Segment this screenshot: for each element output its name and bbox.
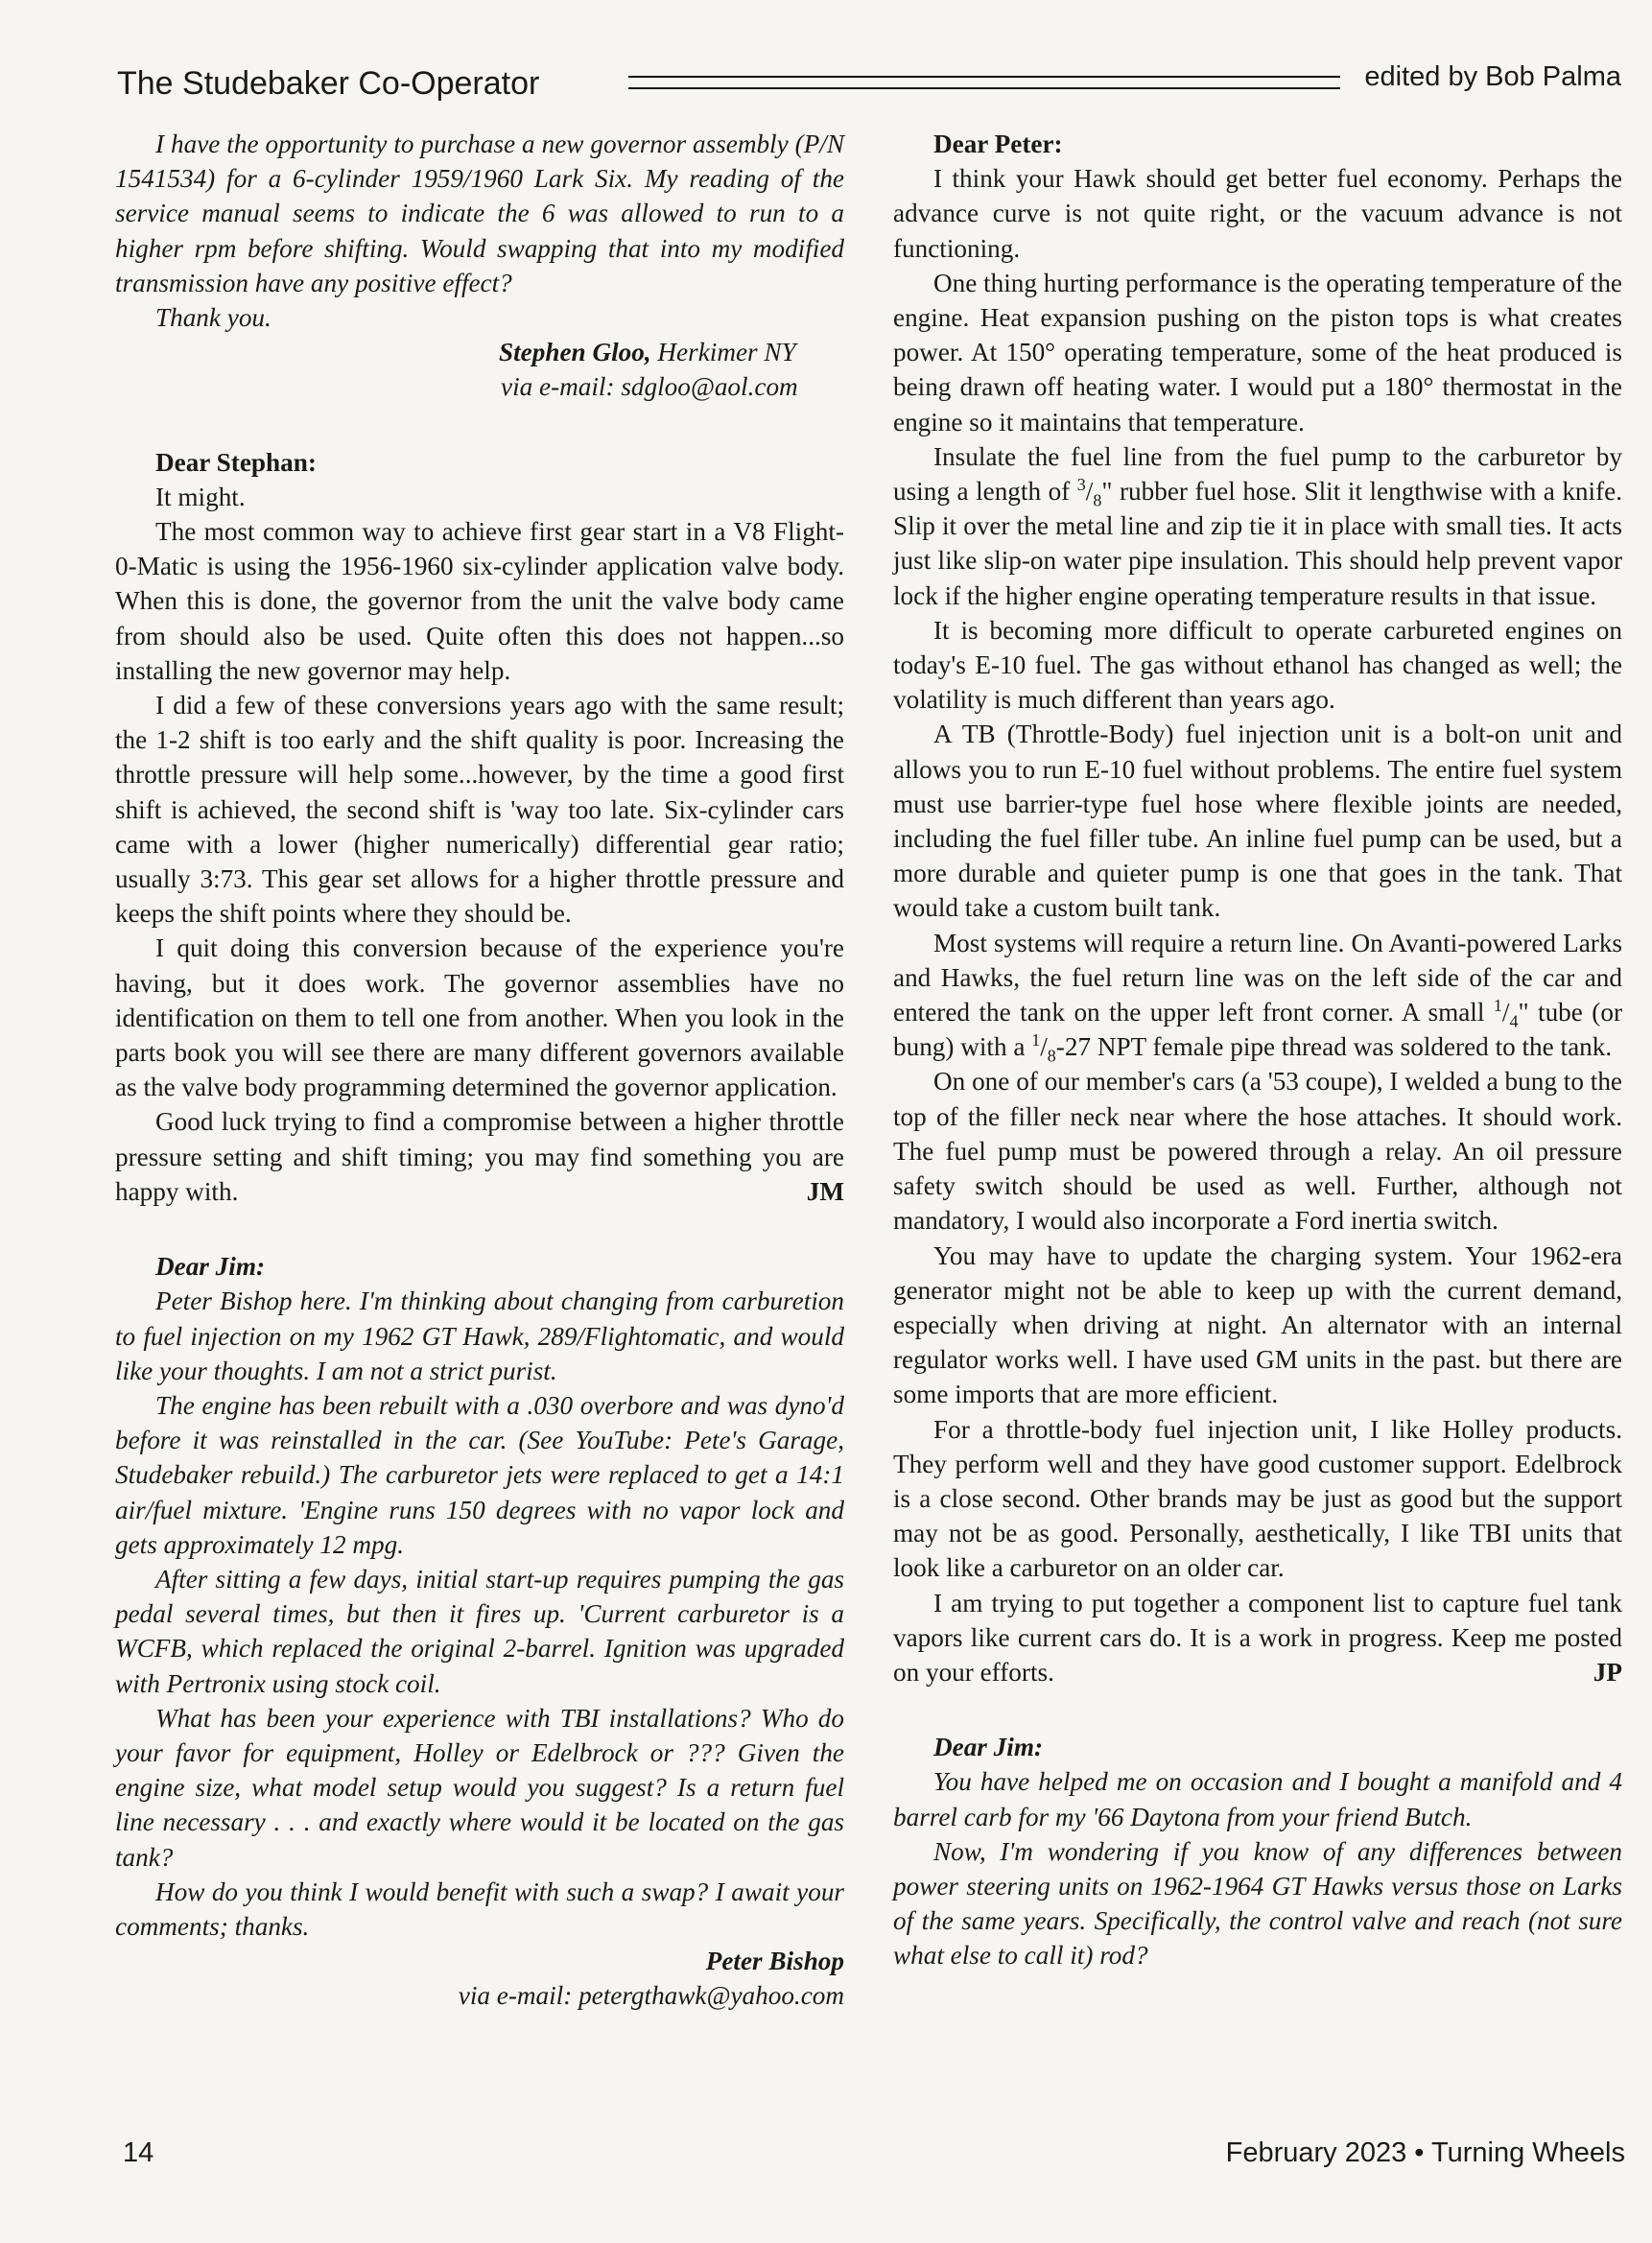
signature-place: Herkimer NY <box>657 338 796 367</box>
editor-credit: edited by Bob Palma <box>1364 61 1621 92</box>
reply-paragraph: I quit doing this conversion because of the experience you're having, but it does work. The governor assemblies have no identification on them to tell one from another. When you look in the parts book you will see there are many different governors available as the valve body programming determined the governor application. <box>115 933 844 1102</box>
letter-salutation: Dear Jim: <box>155 1252 266 1282</box>
signature-name: Peter Bishop <box>705 1947 844 1976</box>
reply-paragraph: On one of our member's cars (a '53 coupe), I welded a bung to the top of the filler neck near where the hose attaches. It should work. The fuel pump must be powered through a relay. An oil pressure safety switch should be used as well. Further, although not mandatory, I would also incorporate a Ford inertia switch. <box>893 1067 1622 1236</box>
reply-paragraph <box>893 1586 1622 1690</box>
letter-stephen <box>115 127 844 405</box>
letter-signature <box>115 335 844 404</box>
letter-paragraph: You have helped me on occasion and I bought a manifold and 4 barrel carb for my '66 Daytona from your friend Butch. <box>893 1767 1622 1831</box>
reply-paragraph: I think your Hawk should get better fuel economy. Perhaps the advance curve is not quite right, or the vacuum advance is not functioning. <box>893 164 1622 263</box>
publication-title: The Studebaker Co-Operator <box>117 65 540 102</box>
reply-paragraph: A TB (Throttle-Body) fuel injection unit is a bolt-on unit and allows you to run E-10 fuel without problems. The entire fuel system must use barrier-type fuel hose where flexible joints are needed, including the fuel filler tube. An inline fuel pump can be used, but a more durable and quieter pump is one that goes in the tank. That would take a custom built tank. <box>893 720 1622 923</box>
left-column <box>115 127 844 2014</box>
letter-paragraph: What has been your experience with TBI installations? Who do your favor for equipment, Holley or Edelbrock or ??? Given the engine size, what model setup would you suggest? Is a return fuel line necessary . . . and exactly where would it be located on the gas tank? <box>115 1703 844 1872</box>
reply-jm <box>115 445 844 1209</box>
right-column <box>893 127 1622 1973</box>
signature-email: via e-mail: petergthawk@yahoo.com <box>458 1981 844 2011</box>
reply-paragraph: For a throttle-body fuel injection unit, I like Holley products. They perform well and they have good customer support. Edelbrock is a close second. Other brands may be just as good but the support may not be as good. Personally, aesthetically, I like TBI units that look like a carburetor on an older car. <box>893 1414 1622 1583</box>
reply-salutation: Dear Stephan: <box>155 447 317 477</box>
reply-paragraph: The most common way to achieve first gear start in a V8 Flight-0-Matic is using the 1956-1960 six-cylinder application valve body. When this is done, the governor from the unit the valve body came from should also be used. Quite often this does not happen...so installing the new governor may help. <box>115 517 844 685</box>
issue-credit: February 2023 • Turning Wheels <box>1225 2137 1625 2168</box>
reply-paragraph: One thing hurting performance is the operating temperature of the engine. Heat expansion pushing on the piston tops is what creates power. At 150° operating temperature, some of the heat produced is being drawn off heating water. I would put a 180° thermostat in the engine so it maintains that temperature. <box>893 268 1622 437</box>
reply-salutation: Dear Peter: <box>933 130 1063 158</box>
letter-daytona <box>893 1730 1622 1972</box>
reply-paragraph: Insulate the fuel line from the fuel pump to the carburetor by using a length of $^3/_8$" rubber fuel hose. Slit it lengthwise with a knife. Slip it over the metal line and zip tie it in place with small ties. It acts just like slip-on water pipe insulation. This should help prevent vapor lock if the higher engine operating temperature results in that issue. <box>893 441 1622 610</box>
letter-paragraph: Peter Bishop here. I'm thinking about changing from carburetion to fuel injection on my 1962 GT Hawk, 289/Flightomatic, and would like your thoughts. I am not a strict purist. <box>115 1287 844 1385</box>
reply-text: I am trying to put together a component list to capture fuel tank vapors like current cars do. It is a work in progress. Keep me posted on your efforts. <box>893 1588 1622 1687</box>
reply-paragraph: I did a few of these conversions years ago with the same result; the 1-2 shift is too early and the shift quality is poor. Increasing the throttle pressure will help some...however, by the time a good first shift is achieved, the second shift is 'way too late. Six-cylinder cars came with a lower (higher numerically) differential gear ratio; usually 3:73. This gear set allows for a higher throttle pressure and keeps the shift points where they should be. <box>115 691 844 929</box>
author-initials: JP <box>1593 1657 1622 1687</box>
reply-jp <box>893 127 1622 1689</box>
signature-email: via e-mail: sdgloo@aol.com <box>501 372 798 402</box>
reply-paragraph: You may have to update the charging system. Your 1962-era generator might not be able to keep up with the current demand, especially when driving at night. An alternator with an internal regulator works well. I have used GM units in the past. but there are some imports that are more efficient. <box>893 1240 1622 1409</box>
letter-paragraph: The engine has been rebuilt with a .030 overbore and was dyno'd before it was reinstalled in the car. (See YouTube: Pete's Garage, Studebaker rebuild.) The carburetor jets were replaced to get a 14:1 air/fuel mixture. 'Engine runs 150 degrees with no vapor lock and gets approximately 12 mpg. <box>115 1390 844 1559</box>
letter-closing: Thank you. <box>155 303 271 333</box>
letter-paragraph: After sitting a few days, initial start-up requires pumping the gas pedal several times, but then it fires up. 'Current carburetor is a WCFB, which replaced the original 2-barrel. Ignition was upgraded with Pertronix using stock coil. <box>115 1564 844 1698</box>
reply-text: Good luck trying to find a compromise between a higher throttle pressure setting and shift timing; you may find something you are happy with. <box>115 1107 844 1206</box>
header-rule <box>628 76 1340 78</box>
reply-paragraph: It is becoming more difficult to operate carbureted engines on today's E-10 fuel. The gas without ethanol has changed as well; the volatility is much different than years ago. <box>893 615 1622 715</box>
page-header <box>117 59 1621 107</box>
header-rule <box>628 87 1340 89</box>
letter-paragraph: I have the opportunity to purchase a new governor assembly (P/N 1541534) for a 6-cylinder 1959/1960 Lark Six. My reading of the service manual seems to indicate the 6 was allowed to run to a higher rpm before shifting. Would swapping that into my modified transmission have any positive effect? <box>115 130 844 297</box>
reply-paragraph <box>115 1104 844 1209</box>
letter-salutation: Dear Jim: <box>933 1733 1044 1762</box>
signature-name: Stephen Gloo, <box>499 338 651 367</box>
letter-paragraph: Now, I'm wondering if you know of any differences between power steering units on 1962-1964 GT Hawks versus those on Larks of the same years. Specifically, the control valve and reach (not sure what else to call it) rod? <box>893 1836 1622 1971</box>
reply-paragraph: Most systems will require a return line. On Avanti-powered Larks and Hawks, the fuel return line was on the left side of the car and entered the tank on the upper left front corner. A small $^1/_4$" tube (or bung) with a $^1/_8-27$ NPT female pipe thread was soldered to the tank. <box>893 928 1622 1066</box>
page-number: 14 <box>123 2137 154 2168</box>
letter-paragraph: How do you think I would benefit with such a swap? I await your comments; thanks. <box>115 1877 844 1941</box>
author-initials: JM <box>806 1176 844 1206</box>
reply-paragraph: It might. <box>155 482 246 511</box>
letter-peter <box>115 1249 844 2013</box>
